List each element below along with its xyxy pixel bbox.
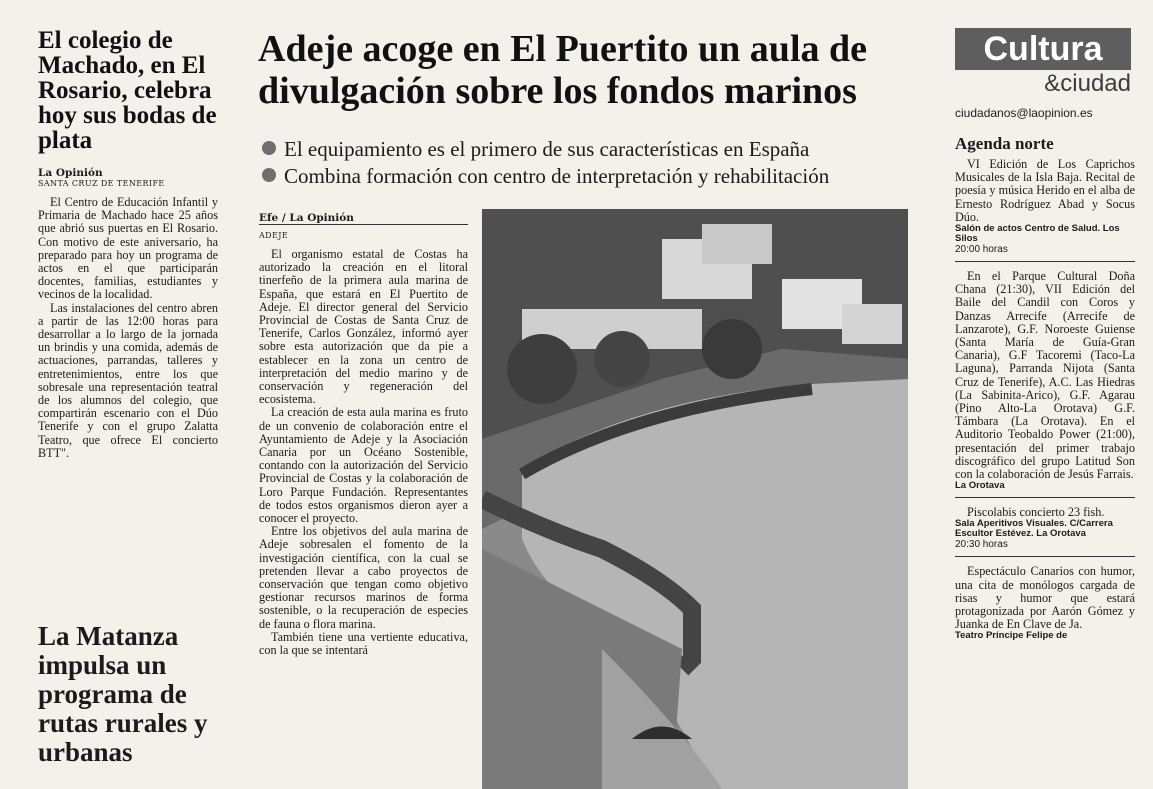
subhead-text: Combina formación con centro de interpretación y rehabilitación — [284, 164, 830, 188]
agenda-divider — [955, 497, 1135, 498]
agenda-entry-venue: Teatro Príncipe Felipe de — [955, 630, 1068, 642]
subhead-text: El equipamiento es el primero de sus características en España — [284, 137, 810, 161]
left-article-paragraph: El Centro de Educación Infantil y Primaria de Machado hace 25 años que abrió sus puertas en El Rosario. Con motivo de este aniversario, ha preparado para hoy un programa de actos en el que participarán docentes, familias, estudiantes y vecinos de la localidad. — [38, 195, 218, 302]
main-article-paragraph: También tiene una vertiente educativa, con la que se intentará — [259, 629, 468, 658]
agenda-entry-venue: Salón de actos Centro de Salud. Los Silos — [955, 223, 1120, 245]
agenda-entry-text: VI Edición de Los Caprichos Musicales de la Isla Baja. Recital de poesía y música Herido en el alba de Ernesto Rodríguez Abad y Socus Dúo. — [955, 157, 1135, 224]
subhead-bullet — [262, 163, 952, 190]
main-article-location: ADEJE — [259, 231, 289, 240]
second-left-headline: La Matanza impulsa un programa de rutas rurales y urbanas — [38, 621, 208, 767]
left-article-headline: El colegio de Machado, en El Rosario, celebra hoy sus bodas de plata — [38, 27, 217, 154]
main-headline: Adeje acoge en El Puertito un aula de divulgación sobre los fondos marinos — [258, 28, 868, 112]
main-article-paragraph: El organismo estatal de Costas ha autorizado la creación en el litoral tinerfeño de la primera aula marina de España, que estará en El Puertito de Adeje. El director general del Servicio Provincial de Costas de Santa Cruz de Tenerife, Carlos González, informó ayer sobre esta autorización que da pie a establecer en la zona un centro de interpretación del medio marino y de conservación y regeneración del ecosistema. — [259, 247, 468, 407]
agenda-entry-venue: La Orotava — [955, 480, 1005, 492]
left-article-location: SANTA CRUZ DE TENERIFE — [38, 179, 165, 188]
bullet-dot-icon — [262, 141, 276, 155]
agenda-divider — [955, 261, 1135, 262]
main-article-body — [259, 212, 468, 657]
main-article-byline: Efe / La Opinión — [259, 212, 354, 224]
bullet-dot-icon — [262, 168, 276, 182]
section-brand-subtitle: &ciudad — [1044, 70, 1131, 97]
agenda-divider — [955, 556, 1135, 557]
main-article-paragraph: Entre los objetivos del aula marina de Adeje sobresalen el fomento de la investigación científica, con la cual se pretenden llevar a cabo proyectos de conservación que tengan como objetivo gestionar recursos marinos de forma sostenible, o la recuperación de especies de fauna o flora marina. — [259, 524, 468, 631]
left-article-paragraph: Las instalaciones del centro abren a partir de las 12:00 horas para desarrollar a lo largo de la jornada un brindis y una comida, además de actuaciones, parrandas, talleres y entretenimientos, entre los que sobresale una representación teatral de los alumnos del colegio, que compartirán escenario con el Dúo Tenerife y con el grupo Zalatta Teatro, que ofrece El concierto BTT". — [38, 300, 218, 460]
agenda-entry-text: Piscolabis concierto 23 fish. — [967, 505, 1105, 520]
coast-photo-illustration — [482, 209, 908, 789]
main-article-paragraph: La creación de esta aula marina es fruto de un convenio de colaboración entre el Ayuntamiento de Adeje y la Asociación Canaria por un Océano Sostenible, contando con la autorización del Servicio Provincial de Costas y la colaboración de Loro Parque Fundación. Representantes de todos estos organismos dieron ayer a conocer el proyecto. — [259, 405, 468, 526]
agenda-title: Agenda norte — [955, 134, 1054, 153]
coast-photo — [482, 209, 908, 789]
subhead-bullet — [262, 136, 952, 163]
left-article — [38, 28, 218, 460]
agenda-entry-venue: Sala Aperitivos Visuales. C/Carrera Escultor Estévez. La Orotava — [955, 518, 1113, 540]
section-brand-title: Cultura — [955, 28, 1131, 70]
agenda-entry-time: 20:30 horas — [955, 539, 1008, 551]
section-email: ciudadanos@laopinion.es — [955, 106, 1093, 120]
culture-section — [955, 28, 1135, 641]
main-subheads — [262, 136, 952, 190]
section-brand — [955, 28, 1131, 98]
left-article-byline: La Opinión — [38, 167, 103, 179]
agenda-entry-text: En el Parque Cultural Doña Chana (21:30), VII Edición del Baile del Candil con Coros y Danzas Arrecife (Arrecife de Lanzarote), G.F. Noroeste Guiense (Santa María de Guía-Gran Canaria), G.F Tacoremi (Taco-La Laguna), Parranda Nijota (Santa Cruz de Tenerife), A.C. Las Hiedras (La Sabinita-Arico), G.F. Agarau (Pino Alto-La Orotava) G.F. Támbara (La Orotava). En el Auditorio Teobaldo Power (21:00), presentación del primer trabajo discográfico del grupo Latitud Son con la colaboración de Jesús Farrais. — [955, 269, 1135, 482]
agenda-entry-text: Espectáculo Canarios con humor, una cita de monólogos cargada de risas y humor que estará protagonizada por Aarón Gómez y Juanka de En Clave de Ja. — [955, 564, 1135, 632]
agenda-entry-time: 20:00 horas — [955, 244, 1008, 256]
